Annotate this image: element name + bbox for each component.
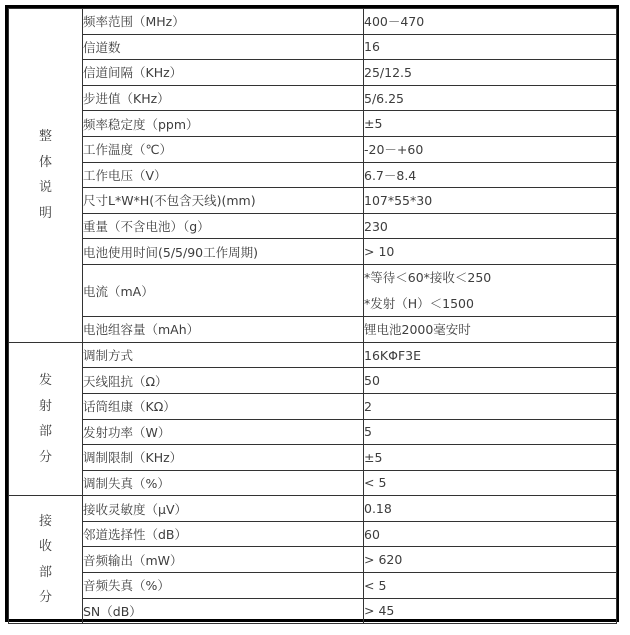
table-row (9, 239, 617, 265)
param-cell: 信道间隔（KHz） (83, 60, 364, 86)
table-row (9, 111, 617, 137)
param-cell: 信道数 (83, 34, 364, 60)
section-label-char: 收 (38, 539, 52, 555)
value-cell: 50 (364, 368, 617, 394)
value-line: *等待＜60*接收＜250 (364, 269, 492, 285)
param-cell: 工作温度（℃） (83, 136, 364, 162)
param-cell: 发射功率（W） (83, 419, 364, 445)
table-row (9, 419, 617, 445)
table-row (9, 547, 617, 573)
param-cell: 工作电压（V） (83, 162, 364, 188)
value-cell (364, 264, 617, 316)
section-label-char: 发 (38, 373, 52, 388)
param-cell: 调制限制（KHz） (83, 445, 364, 471)
value-cell: 5 (364, 419, 617, 445)
section-label-char: 明 (38, 205, 52, 221)
table-row-current (9, 264, 617, 316)
value-cell: 0.18 (364, 496, 617, 522)
section-label-char: 说 (38, 180, 52, 196)
param-cell: 音频失真（%） (83, 573, 364, 599)
param-cell: 尺寸L*W*H(不包含天线)(mm) (83, 188, 364, 214)
section-label-transmit (9, 342, 83, 496)
table-row (9, 445, 617, 471)
param-cell: 电池组容量（mAh） (83, 317, 364, 343)
table-row (9, 85, 617, 111)
section-label-char: 分 (38, 449, 52, 465)
param-cell: 步进值（KHz） (83, 85, 364, 111)
section-label-char: 射 (38, 398, 52, 414)
spec-table (8, 8, 617, 624)
section-label-char: 分 (38, 590, 52, 606)
param-cell: 电流（mA） (83, 264, 364, 316)
value-cell: 60 (364, 521, 617, 547)
table-row (9, 213, 617, 239)
value-cell: 2 (364, 393, 617, 419)
value-cell: < 5 (364, 573, 617, 599)
table-row (9, 34, 617, 60)
value-cell: 25/12.5 (364, 60, 617, 86)
value-cell: > 10 (364, 239, 617, 265)
value-cell: 107*55*30 (364, 188, 617, 214)
param-cell: 接收灵敏度（μV） (83, 496, 364, 522)
table-row (9, 598, 617, 624)
table-row (9, 342, 617, 368)
value-line: *发射（H）＜1500 (364, 295, 474, 311)
value-cell: 400－470 (364, 9, 617, 35)
table-row (9, 521, 617, 547)
param-cell: 电池使用时间(5/5/90工作周期) (83, 239, 364, 265)
value-cell: < 5 (364, 470, 617, 496)
value-cell: 16KΦF3E (364, 342, 617, 368)
param-cell: 邻道选择性（dB） (83, 521, 364, 547)
value-cell: ±5 (364, 111, 617, 137)
table-row (9, 188, 617, 214)
table-row (9, 60, 617, 86)
param-cell: 话筒组康（KΩ） (83, 393, 364, 419)
param-cell: SN（dB） (83, 598, 364, 624)
table-row (9, 162, 617, 188)
value-cell: 6.7－8.4 (364, 162, 617, 188)
param-cell: 频率范围（MHz） (83, 9, 364, 35)
section-label-char: 部 (38, 424, 52, 439)
table-row (9, 393, 617, 419)
table-row (9, 573, 617, 599)
value-cell: 锂电池2000毫安时 (364, 317, 617, 343)
param-cell: 天线阻抗（Ω） (83, 368, 364, 394)
value-cell: 230 (364, 213, 617, 239)
value-cell: ±5 (364, 445, 617, 471)
section-label-char: 体 (38, 154, 52, 170)
value-cell: 5/6.25 (364, 85, 617, 111)
table-row (9, 136, 617, 162)
table-row (9, 368, 617, 394)
table-row (9, 496, 617, 522)
param-cell: 频率稳定度（ppm） (83, 111, 364, 137)
section-label-overall (9, 9, 83, 343)
value-cell: > 45 (364, 598, 617, 624)
param-cell: 重量（不含电池）（g） (83, 213, 364, 239)
value-cell: -20－+60 (364, 136, 617, 162)
section-label-receive (9, 496, 83, 624)
table-row (9, 470, 617, 496)
section-label-char: 整 (38, 129, 52, 145)
param-cell: 调制方式 (83, 342, 364, 368)
spec-table-frame (5, 5, 619, 622)
value-cell: > 620 (364, 547, 617, 573)
param-cell: 调制失真（%） (83, 470, 364, 496)
table-row (9, 9, 617, 35)
section-label-char: 部 (38, 564, 52, 580)
section-label-char: 接 (38, 513, 52, 529)
value-cell: 16 (364, 34, 617, 60)
table-row (9, 317, 617, 343)
param-cell: 音频输出（mW） (83, 547, 364, 573)
